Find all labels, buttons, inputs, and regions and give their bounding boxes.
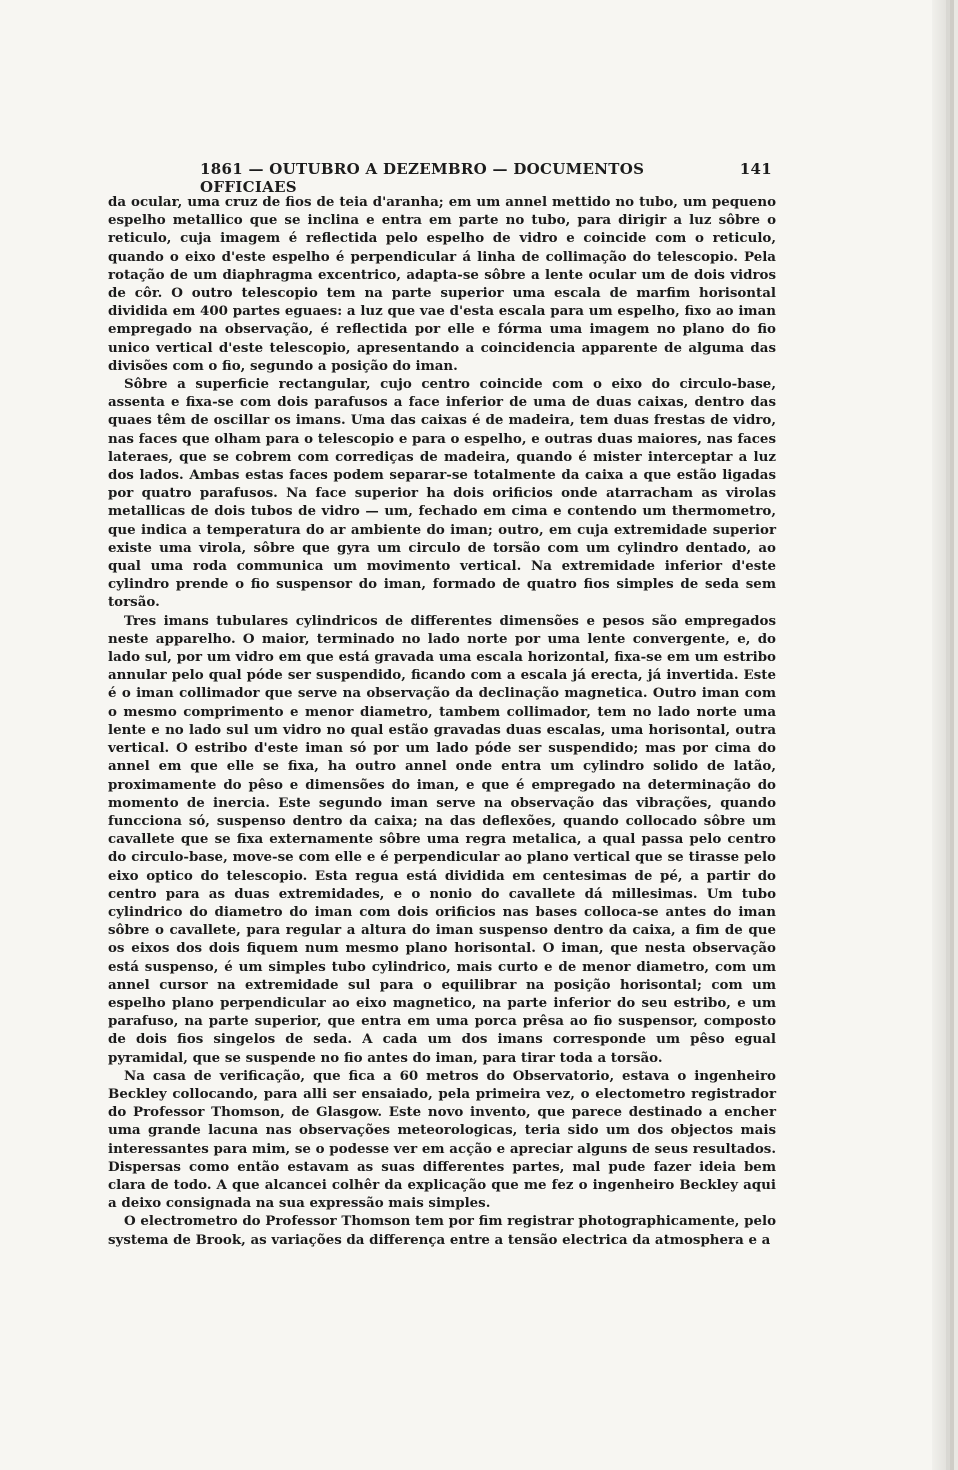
body-text xyxy=(108,193,776,1249)
page-edge xyxy=(932,0,946,1470)
paragraph-3: Tres imans tubulares cylindricos de differentes dimensões e pesos são empregados neste apparelho. O maior, terminado no lado norte por uma lente convergente, e, do lado sul, por um vidro em que está gravada uma escala horizontal, fixa-se em um estribo annular pelo qual póde ser suspendido, ficando com a escala já erecta, já invertida. Este é o iman collimador que serve na observação da declinação magnetica. Outro iman com o mesmo comprimento e menor diametro, tambem collimador, tem no lado norte uma lente e no lado sul um vidro no qual estão gravadas duas escalas, uma horisontal, outra vertical. O estribo d'este iman só por um lado póde ser suspendido; mas por cima do annel em que elle se fixa, ha outro annel onde entra um cylindro solido de latão, proximamente do pêso e dimensões do iman, e que é empregado na determinação do momento de inercia. Este segundo iman serve na observação das vibrações, quando funcciona só, suspenso dentro da caixa; na das deflexões, quando collocado sôbre um cavallete que se fixa externamente sôbre uma regra metalica, a qual passa pelo centro do circulo-base, move-se com elle e é perpendicular ao plano vertical que se tirasse pelo eixo optico do telescopio. Esta regua está dividida em centesimas de pé, a partir do centro para as duas extremidades, e o nonio do cavallete dá millesimas. Um tubo cylindrico do diametro do iman com dois orificios nas bases colloca-se antes do iman sôbre o cavallete, para regular a altura do iman suspenso dentro da caixa, a fim de que os eixos dos dois fiquem num mesmo plano horisontal. O iman, que nesta observação está suspenso, é um simples tubo cylindrico, mais curto e de menor diametro, com um annel cursor na extremidade sul para o equilibrar na posição horisontal; com um espelho plano perpendicular ao eixo magnetico, na parte inferior do seu estribo, e um parafuso, na parte superior, que entra em uma porca prêsa ao fio suspensor, composto de dois fios singelos de seda. A cada um dos imans corresponde um pêso egual pyramidal, que se suspende no fio antes do iman, para tirar toda a torsão. xyxy=(108,612,776,1066)
paragraph-4: Na casa de verificação, que fica a 60 metros do Observatorio, estava o ingenheiro Beckley collocando, para alli ser ensaiado, pela primeira vez, o electometro registrador do Professor Thomson, de Glasgow. Este novo invento, que parece destinado a encher uma grande lacuna nas observações meteorologicas, teria sido um dos objectos mais interessantes para mim, se o podesse ver em acção e apreciar alguns de seus resultados. Dispersas como então estavam as suas differentes partes, mal pude fazer ideia bem clara de todo. A que alcancei colhêr da explicação que me fez o ingenheiro Beckley aqui a deixo consignada na sua expressão mais simples. xyxy=(108,1067,776,1212)
paragraph-2: Sôbre a superficie rectangular, cujo centro coincide com o eixo do circulo-base, assenta e fixa-se com dois parafusos a face inferior de uma de duas caixas, dentro das quaes têm de oscillar os imans. Uma das caixas é de madeira, tem duas frestas de vidro, nas faces que olham para o telescopio e para o espelho, e outras duas maiores, nas faces lateraes, que se cobrem com corrediças de madeira, quando é mister interceptar a luz dos lados. Ambas estas faces podem separar-se totalmente da caixa a que estão ligadas por quatro parafusos. Na face superior ha dois orificios onde atarracham as virolas metallicas de dois tubos de vidro — um, fechado em cima e contendo um thermometro, que indica a temperatura do ar ambiente do iman; outro, em cuja extremidade superior existe uma virola, sôbre que gyra um circulo de torsão com um cylindro dentado, ao qual uma roda communica um movimento vertical. Na extremidade inferior d'este cylindro prende o fio suspensor do iman, formado de quatro fios simples de seda sem torsão. xyxy=(108,376,776,611)
paragraph-5: O electrometro do Professor Thomson tem por fim registrar photographicamente, pelo systema de Brook, as variações da differença entre a tensão electrica da atmosphera e a xyxy=(108,1213,776,1248)
running-title: 1861 — OUTUBRO A DEZEMBRO — DOCUMENTOS OFFICIAES xyxy=(200,160,645,196)
page-number: 141 xyxy=(739,160,772,178)
running-header xyxy=(200,160,772,196)
paragraph-1: da ocular, uma cruz de fios de teia d'aranha; em um annel mettido no tubo, um pequeno espelho metallico que se inclina e entra em parte no tubo, para dirigir a luz sôbre o reticulo, cuja imagem é reflectida pelo espelho de vidro e coincide com o reticulo, quando o eixo d'este espelho é perpendicular á linha de collimação do telescopio. Pela rotação de um diaphragma excentrico, adapta-se sôbre a lente ocular um de dois vidros de côr. O outro telescopio tem na parte superior uma escala de marfim horisontal dividida em 400 partes eguaes: a luz que vae d'esta escala para um espelho, fixo ao iman empregado na observação, é reflectida por elle e fórma uma imagem no plano do fio unico vertical d'este telescopio, apresentando a coincidencia apparente de alguma das divisões com o fio, segundo a posição do iman. xyxy=(108,194,776,374)
